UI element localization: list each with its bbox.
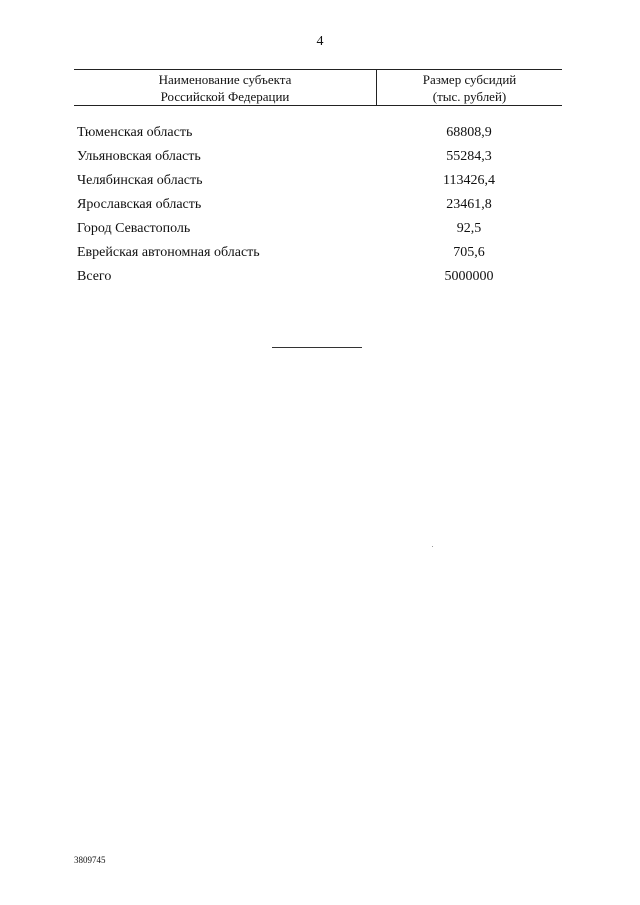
column-header-region-line1: Наименование субъекта (158, 71, 292, 87)
total-amount: 5000000 (444, 269, 494, 284)
column-header-region (74, 70, 377, 105)
subsidy-amount: 23461,8 (446, 197, 492, 212)
table-row (77, 169, 562, 193)
region-name: Челябинская область (77, 173, 203, 188)
total-label: Всего (77, 269, 112, 284)
end-of-table-rule (272, 347, 362, 348)
page-number: 4 (316, 34, 324, 49)
subsidy-amount: 92,5 (456, 221, 482, 236)
column-header-amount (377, 70, 562, 105)
document-code: 3809745 (74, 855, 106, 865)
table-row-total (77, 265, 562, 289)
table-row (77, 193, 562, 217)
subsidy-amount: 705,6 (453, 245, 485, 260)
region-name: Еврейская автономная область (77, 245, 260, 260)
subsidy-amount: 113426,4 (443, 173, 495, 188)
column-header-amount-line1: Размер субсидий (422, 71, 517, 87)
table-row (77, 121, 562, 145)
subsidy-amount: 55284,3 (446, 149, 492, 164)
scan-speck (432, 546, 433, 547)
column-header-amount-line2: (тыс. рублей) (432, 88, 507, 104)
table-body (77, 121, 562, 289)
region-name: Тюменская область (77, 125, 193, 140)
column-header-region-line2: Российской Федерации (160, 88, 290, 104)
table-row (77, 145, 562, 169)
subsidy-amount: 68808,9 (446, 125, 492, 140)
region-name: Ульяновская область (77, 149, 201, 164)
table-row (77, 217, 562, 241)
table-row (77, 241, 562, 265)
region-name: Ярославская область (77, 197, 202, 212)
region-name: Город Севастополь (77, 221, 191, 236)
table-header (74, 69, 562, 106)
